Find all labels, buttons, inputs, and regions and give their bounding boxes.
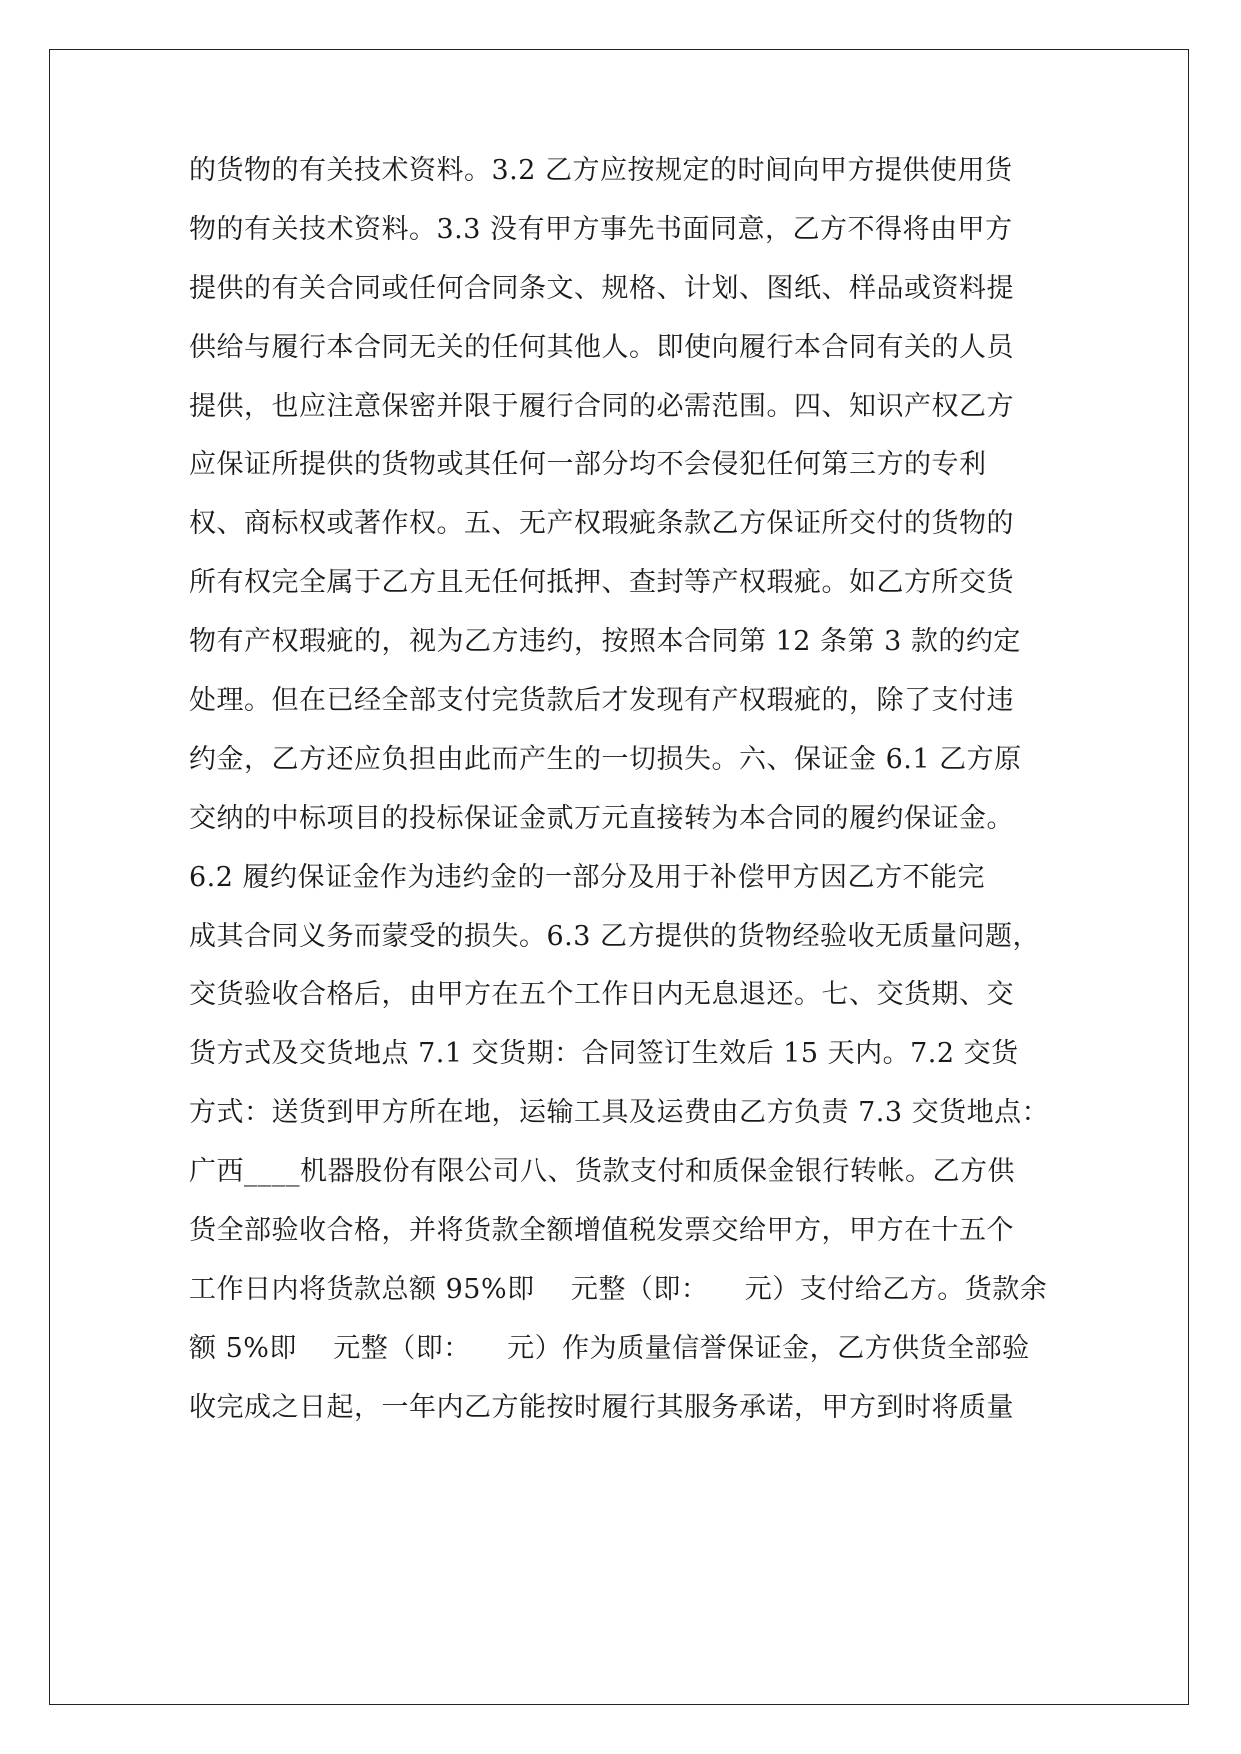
text-line: 交货验收合格后，由甲方在五个工作日内无息退还。七、交货期、交 [189,979,1014,1011]
text-line: 方式：送货到甲方所在地，运输工具及运费由乙方负责 7.3 交货地点： [189,1097,1050,1129]
text-line: 应保证所提供的货物或其任何一部分均不会侵犯任何第三方的专利 [189,449,987,481]
text-line: 提供的有关合同或任何合同条文、规格、计划、图纸、样品或资料提 [189,272,1014,304]
text-line: 处理。但在已经全部支付完货款后才发现有产权瑕疵的，除了支付违 [189,685,1014,717]
text-line: 物的有关技术资料。3.3 没有甲方事先书面同意，乙方不得将由甲方 [189,213,1013,245]
text-line: 交纳的中标项目的投标保证金贰万元直接转为本合同的履约保证金。 [189,802,1014,834]
text-line: 的货物的有关技术资料。3.2 乙方应按规定的时间向甲方提供使用货 [189,155,1013,186]
text-line: 货全部验收合格，并将货款全额增值税发票交给甲方，甲方在十五个 [189,1215,1014,1247]
text-line: 约金，乙方还应负担由此而产生的一切损失。六、保证金 6.1 乙方原 [189,743,1022,775]
text-line: 供给与履行本合同无关的任何其他人。即使向履行本合同有关的人员 [189,331,1014,363]
text-line: 所有权完全属于乙方且无任何抵押、查封等产权瑕疵。如乙方所交货 [189,567,1014,599]
text-line: 收完成之日起，一年内乙方能按时履行其服务承诺，甲方到时将质量 [189,1391,1014,1423]
text-line: 物有产权瑕疵的，视为乙方违约，按照本合同第 12 条第 3 款的约定 [189,626,1021,658]
text-line: 广西____机器股份有限公司八、货款支付和质保金银行转帐。乙方供 [189,1156,1015,1188]
text-line: 额 5%即 元整（即： 元）作为质量信誉保证金，乙方供货全部验 [189,1332,1030,1364]
document-body [189,152,1069,1448]
text-line: 提供，也应注意保密并限于履行合同的必需范围。四、知识产权乙方 [189,390,1014,422]
text-line: 工作日内将货款总额 95%即 元整（即： 元）支付给乙方。货款余 [189,1273,1048,1305]
text-line: 6.2 履约保证金作为违约金的一部分及用于补偿甲方因乙方不能完 [189,861,986,893]
text-line: 权、商标权或著作权。五、无产权瑕疵条款乙方保证所交付的货物的 [189,508,1014,540]
text-line: 成其合同义务而蒙受的损失。6.3 乙方提供的货物经验收无质量问题， [189,920,1041,952]
text-line: 货方式及交货地点 7.1 交货期：合同签订生效后 15 天内。7.2 交货 [189,1038,1019,1070]
